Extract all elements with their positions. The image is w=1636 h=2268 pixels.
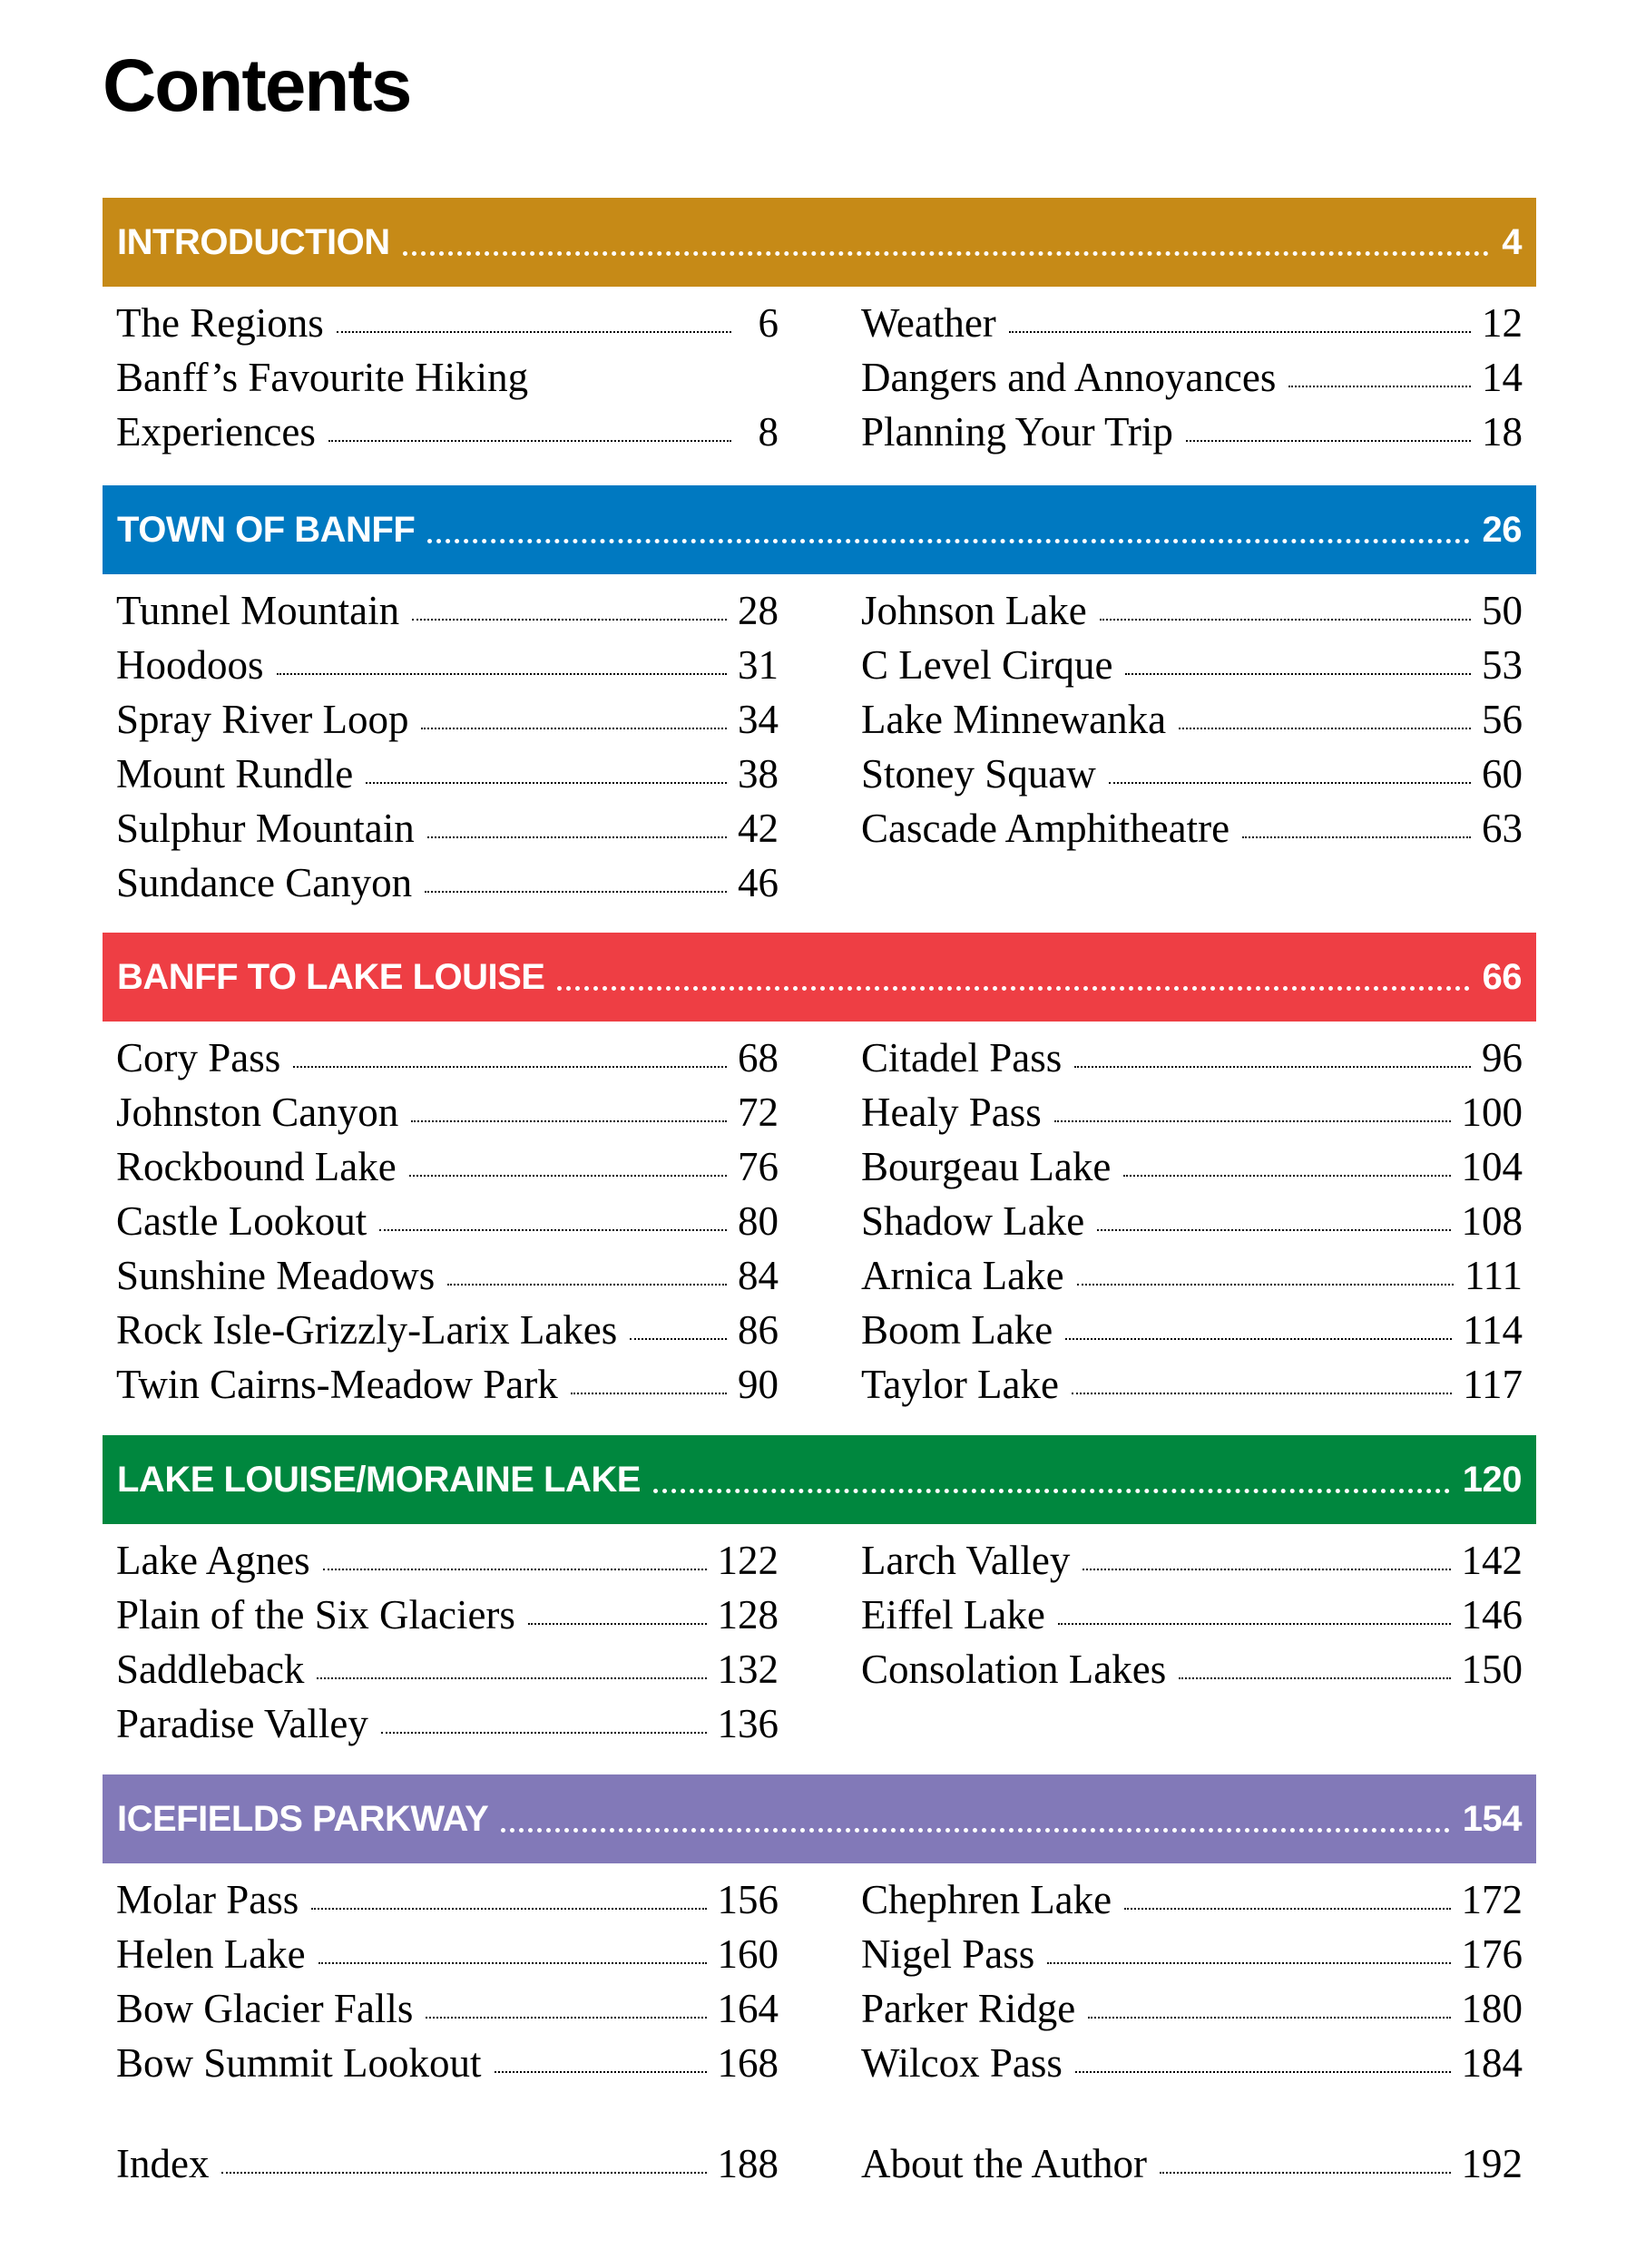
entry-page: 142: [1461, 1538, 1523, 1583]
dot-leader: [425, 891, 727, 893]
entry-page: 84: [738, 1253, 779, 1298]
entry-label: C Level Cirque: [861, 642, 1113, 688]
entry-page: 72: [738, 1090, 779, 1135]
entry-page: 160: [717, 1931, 779, 1977]
entry-label: Spray River Loop: [116, 697, 409, 742]
entry-label: Lake Minnewanka: [861, 697, 1167, 742]
section-entries: [103, 574, 1536, 910]
entry-label: Lake Agnes: [116, 1538, 310, 1583]
entry-label: Shadow Lake: [861, 1198, 1085, 1244]
entry-label: Banff’s Favourite Hiking: [116, 355, 529, 400]
entry-label: Plain of the Six Glaciers: [116, 1592, 515, 1637]
section-page: 120: [1462, 1459, 1522, 1500]
toc-entry[interactable]: [861, 801, 1523, 855]
entry-label: Consolation Lakes: [861, 1647, 1167, 1692]
toc-entry[interactable]: [861, 1533, 1523, 1588]
entry-label: Weather: [861, 300, 996, 346]
dot-leader: [1088, 2017, 1450, 2019]
entry-label: Larch Valley: [861, 1538, 1071, 1583]
entry-page: 136: [717, 1701, 779, 1746]
toc-entry[interactable]: [116, 1139, 779, 1194]
entries-column-right: [861, 296, 1523, 459]
dot-leader: [1109, 782, 1471, 784]
toc-entry[interactable]: [116, 405, 779, 459]
entry-page: 117: [1463, 1362, 1523, 1407]
dot-leader: [630, 1338, 727, 1340]
entry-label: Cascade Amphitheatre: [861, 806, 1230, 851]
toc-entry[interactable]: [861, 1031, 1523, 1085]
entry-page: 111: [1464, 1253, 1523, 1298]
entry-page: 8: [758, 409, 779, 455]
entry-page: 80: [738, 1198, 779, 1244]
toc-section: [103, 1435, 1536, 1751]
entry-page: 192: [1461, 2141, 1523, 2186]
section-title: BANFF TO LAKE LOUISE: [117, 956, 545, 997]
dot-leader: [311, 1908, 706, 1910]
entry-label: Twin Cairns-Meadow Park: [116, 1362, 558, 1407]
entries-column-right: [861, 1872, 1523, 2090]
entry-page: 188: [717, 2141, 779, 2186]
dot-leader: [571, 1393, 727, 1394]
entries-column-left: [116, 1533, 779, 1751]
toc-entry[interactable]: [116, 855, 779, 910]
dot-leader: [221, 2172, 706, 2174]
dot-leader: [1074, 1066, 1471, 1068]
dot-leader: [293, 1066, 727, 1068]
entry-label: Mount Rundle: [116, 751, 354, 797]
toc-entry[interactable]: [861, 692, 1523, 747]
section-page: 4: [1502, 221, 1522, 262]
entry-label: Rockbound Lake: [116, 1144, 397, 1189]
section-entries: [103, 1524, 1536, 1751]
toc-entry[interactable]: [116, 583, 779, 638]
toc-entry[interactable]: [116, 1085, 779, 1139]
entry-page: 122: [717, 1538, 779, 1583]
dot-leader: [328, 440, 731, 442]
dot-leader: [426, 2017, 706, 2019]
toc-entry[interactable]: [116, 638, 779, 692]
entry-page: 76: [738, 1144, 779, 1189]
entry-label: Index: [116, 2141, 210, 2186]
dot-leader: [528, 1623, 707, 1625]
dot-leader: [421, 728, 727, 729]
dot-leader: [1125, 673, 1471, 675]
entry-label: Eiffel Lake: [861, 1592, 1045, 1637]
entry-page: 172: [1461, 1877, 1523, 1922]
toc-footer: [103, 2136, 1536, 2191]
toc-entry[interactable]: [861, 1872, 1523, 1927]
dot-leader: [1072, 1393, 1452, 1394]
dot-leader: [447, 1284, 727, 1286]
toc-entry[interactable]: [116, 801, 779, 855]
dot-leader: [1065, 1338, 1452, 1340]
dot-leader: [1054, 1120, 1451, 1122]
toc-entry[interactable]: [861, 1357, 1523, 1412]
entry-page: 18: [1482, 409, 1523, 455]
entry-label: Citadel Pass: [861, 1035, 1063, 1080]
entry-page: 128: [717, 1592, 779, 1637]
entry-page: 180: [1461, 1986, 1523, 2031]
entry-label: Bow Glacier Falls: [116, 1986, 414, 2031]
toc-entry-about-the-author[interactable]: [861, 2136, 1523, 2191]
section-title: TOWN OF BANFF: [117, 509, 416, 550]
entries-column-right: [861, 1533, 1523, 1751]
dot-leader: [1009, 331, 1471, 333]
toc-entry[interactable]: [861, 1248, 1523, 1303]
entry-label: Hoodoos: [116, 642, 264, 688]
section-page: 154: [1462, 1798, 1522, 1839]
entry-page: 100: [1461, 1090, 1523, 1135]
dot-leader: [1160, 2172, 1451, 2174]
dot-leader: [317, 1677, 706, 1679]
entry-label: Molar Pass: [116, 1877, 299, 1922]
dot-leader: [411, 1120, 727, 1122]
toc-entry[interactable]: [861, 1588, 1523, 1642]
toc-entry[interactable]: [861, 296, 1523, 350]
entry-label: Planning Your Trip: [861, 409, 1173, 455]
entry-page: 132: [717, 1647, 779, 1692]
entry-label: Paradise Valley: [116, 1701, 368, 1746]
dot-leader: [1242, 836, 1471, 838]
section-header[interactable]: [103, 485, 1536, 574]
entry-label: Johnston Canyon: [116, 1090, 399, 1135]
entry-label: About the Author: [861, 2141, 1147, 2186]
entry-page: 96: [1482, 1035, 1523, 1080]
entries-column-left: [116, 296, 779, 459]
dot-leader: [1123, 1175, 1450, 1177]
dot-leader: [501, 1828, 1449, 1833]
toc-entry[interactable]: [861, 1642, 1523, 1696]
section-entries: [103, 1022, 1536, 1412]
toc-entry[interactable]: [861, 1303, 1523, 1357]
entry-label: Johnson Lake: [861, 588, 1087, 633]
dot-leader: [1075, 2071, 1451, 2073]
entries-column-right: [861, 1031, 1523, 1412]
dot-leader: [1179, 1677, 1450, 1679]
toc-entry[interactable]: [861, 747, 1523, 801]
dot-leader: [653, 1489, 1450, 1493]
entry-label: Healy Pass: [861, 1090, 1042, 1135]
dot-leader: [403, 251, 1490, 256]
entry-label: Sunshine Meadows: [116, 1253, 436, 1298]
toc-entry[interactable]: [116, 747, 779, 801]
entry-label: Taylor Lake: [861, 1362, 1059, 1407]
entry-label: Sulphur Mountain: [116, 806, 415, 851]
section-page: 66: [1482, 956, 1522, 997]
dot-leader: [337, 331, 731, 333]
entry-label: Experiences: [116, 409, 316, 455]
entry-label: The Regions: [116, 300, 324, 346]
dot-leader: [1100, 619, 1471, 621]
entries-column-left: [116, 583, 779, 910]
entry-page: 34: [738, 697, 779, 742]
dot-leader: [427, 836, 727, 838]
entry-page: 28: [738, 588, 779, 633]
entry-label: Nigel Pass: [861, 1931, 1035, 1977]
toc-entry[interactable]: [116, 1981, 779, 2036]
dot-leader: [277, 673, 727, 675]
dot-leader: [379, 1229, 727, 1231]
entry-label: Chephren Lake: [861, 1877, 1112, 1922]
section-page: 26: [1482, 509, 1522, 550]
toc-entry[interactable]: [116, 1588, 779, 1642]
toc-entry[interactable]: [861, 1981, 1523, 2036]
entry-label: Parker Ridge: [861, 1986, 1076, 2031]
entry-label: Helen Lake: [116, 1931, 306, 1977]
section-header[interactable]: [103, 198, 1536, 287]
toc-entry[interactable]: [116, 1927, 779, 1981]
section-header[interactable]: [103, 1774, 1536, 1863]
entries-column-left: [116, 1031, 779, 1412]
entry-label: Sundance Canyon: [116, 860, 413, 905]
toc-entry[interactable]: [116, 1303, 779, 1357]
dot-leader: [412, 619, 727, 621]
entry-page: 168: [717, 2040, 779, 2086]
entry-page: 156: [717, 1877, 779, 1922]
entry-label: Dangers and Annoyances: [861, 355, 1277, 400]
entry-label: Boom Lake: [861, 1307, 1053, 1353]
entry-label: Arnica Lake: [861, 1253, 1064, 1298]
entry-label: Tunnel Mountain: [116, 588, 400, 633]
toc-entry[interactable]: [861, 405, 1523, 459]
entry-page: 150: [1461, 1647, 1523, 1692]
toc-section: [103, 198, 1536, 459]
toc-entry[interactable]: [116, 350, 779, 405]
section-header[interactable]: [103, 1435, 1536, 1524]
dot-leader: [1186, 440, 1471, 442]
dot-leader: [1288, 386, 1471, 387]
section-entries: [103, 1863, 1536, 2090]
entry-label: Cory Pass: [116, 1035, 281, 1080]
section-entries: [103, 287, 1536, 459]
toc-entry[interactable]: [116, 692, 779, 747]
dot-leader: [1047, 1962, 1450, 1964]
entry-page: 56: [1482, 697, 1523, 742]
entry-page: 108: [1461, 1198, 1523, 1244]
entry-page: 38: [738, 751, 779, 797]
dot-leader: [427, 539, 1469, 543]
entry-label: Bourgeau Lake: [861, 1144, 1112, 1189]
toc-entry[interactable]: [116, 1872, 779, 1927]
dot-leader: [409, 1175, 727, 1177]
entry-page: 114: [1463, 1307, 1523, 1353]
dot-leader: [381, 1732, 707, 1734]
dot-leader: [1058, 1623, 1451, 1625]
toc-entry[interactable]: [861, 1085, 1523, 1139]
section-title: ICEFIELDS PARKWAY: [117, 1798, 489, 1839]
section-header[interactable]: [103, 933, 1536, 1022]
entry-page: 31: [738, 642, 779, 688]
toc-entry-index[interactable]: [116, 2136, 779, 2191]
dot-leader: [1179, 728, 1471, 729]
section-title: LAKE LOUISE/MORAINE LAKE: [117, 1459, 641, 1500]
dot-leader: [1077, 1284, 1454, 1286]
toc-entry[interactable]: [116, 1194, 779, 1248]
entry-page: 68: [738, 1035, 779, 1080]
dot-leader: [1097, 1229, 1450, 1231]
entries-column-right: [861, 583, 1523, 910]
page-title: Contents: [103, 44, 411, 127]
entry-page: 53: [1482, 642, 1523, 688]
dot-leader: [557, 986, 1469, 991]
entry-page: 164: [717, 1986, 779, 2031]
entry-page: 42: [738, 806, 779, 851]
toc-entry[interactable]: [116, 1696, 779, 1751]
toc-entry[interactable]: [861, 350, 1523, 405]
toc-section: [103, 1774, 1536, 2090]
section-title: INTRODUCTION: [117, 221, 390, 262]
entry-label: Wilcox Pass: [861, 2040, 1063, 2086]
entry-page: 184: [1461, 2040, 1523, 2086]
entry-page: 104: [1461, 1144, 1523, 1189]
entries-column-left: [116, 1872, 779, 2090]
entry-label: Castle Lookout: [116, 1198, 367, 1244]
entry-page: 86: [738, 1307, 779, 1353]
toc-entry[interactable]: [116, 1248, 779, 1303]
toc-section: [103, 933, 1536, 1412]
entry-label: Bow Summit Lookout: [116, 2040, 482, 2086]
entry-label: Rock Isle-Grizzly-Larix Lakes: [116, 1307, 618, 1353]
toc-entry[interactable]: [116, 2036, 779, 2090]
toc-entry[interactable]: [861, 2036, 1523, 2090]
entry-label: Stoney Squaw: [861, 751, 1096, 797]
toc-entry[interactable]: [116, 296, 779, 350]
toc-entry[interactable]: [861, 1139, 1523, 1194]
entry-page: 46: [738, 860, 779, 905]
entry-page: 6: [758, 300, 779, 346]
dot-leader: [318, 1962, 707, 1964]
entry-page: 14: [1482, 355, 1523, 400]
toc-entry[interactable]: [861, 1927, 1523, 1981]
toc-entry[interactable]: [861, 638, 1523, 692]
toc-section: [103, 485, 1536, 910]
entry-page: 50: [1482, 588, 1523, 633]
entry-page: 90: [738, 1362, 779, 1407]
dot-leader: [495, 2071, 707, 2073]
toc-entry[interactable]: [116, 1642, 779, 1696]
dot-leader: [1124, 1908, 1450, 1910]
entry-page: 60: [1482, 751, 1523, 797]
entry-page: 12: [1482, 300, 1523, 346]
dot-leader: [366, 782, 727, 784]
entry-page: 63: [1482, 806, 1523, 851]
toc-entry[interactable]: [861, 583, 1523, 638]
entry-label: Saddleback: [116, 1647, 305, 1692]
dot-leader: [1083, 1569, 1450, 1570]
entry-page: 176: [1461, 1931, 1523, 1977]
toc-entry[interactable]: [116, 1533, 779, 1588]
entry-page: 146: [1461, 1592, 1523, 1637]
toc-entry[interactable]: [861, 1194, 1523, 1248]
dot-leader: [323, 1569, 707, 1570]
toc-entry[interactable]: [116, 1031, 779, 1085]
toc-entry[interactable]: [116, 1357, 779, 1412]
